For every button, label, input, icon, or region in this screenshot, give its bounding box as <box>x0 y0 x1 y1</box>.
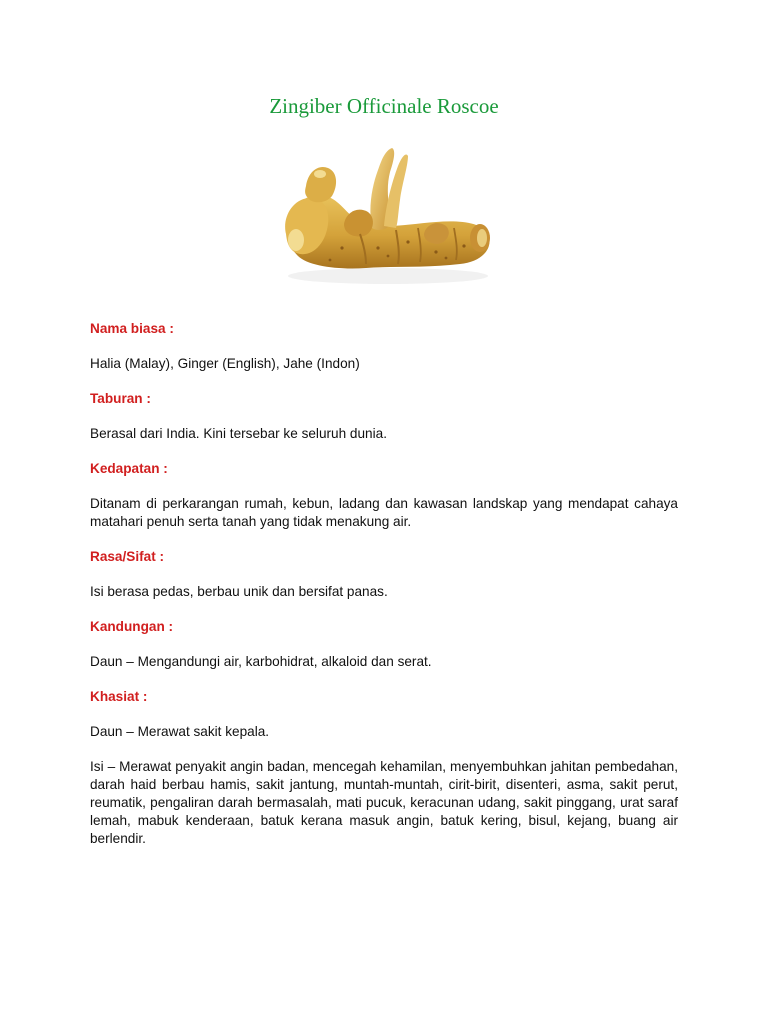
text-kandungan: Daun – Mengandungi air, karbohidrat, alkaloid dan serat. <box>90 654 432 669</box>
heading-kedapatan: Kedapatan : <box>90 461 168 476</box>
heading-kandungan: Kandungan : <box>90 619 174 634</box>
text-khasiat-isi: Isi – Merawat penyakit angin badan, mencegah kehamilan, menyembuhkan jahitan pembedahan, darah haid berbau hamis, sakit jantung, muntah-muntah, cirit-birit, disenteri, asma, sakit perut, reumatik, pengaliran darah bermasalah, mati pucuk, keracunan udang, sakit pinggang, urat saraf lemah, mabuk kenderaan, batuk kerana masuk angin, batuk kering, bisul, kejang, buang air berlendir. <box>90 759 678 846</box>
text-kedapatan: Ditanam di perkarangan rumah, kebun, ladang dan kawasan landskap yang mendapat cahaya matahari penuh serta tanah yang tidak menakung air. <box>90 496 678 529</box>
text-taburan: Berasal dari India. Kini tersebar ke seluruh dunia. <box>90 426 387 441</box>
heading-rasa-sifat: Rasa/Sifat : <box>90 549 165 564</box>
heading-khasiat: Khasiat : <box>90 689 148 704</box>
text-nama-biasa: Halia (Malay), Ginger (English), Jahe (Indon) <box>90 356 360 371</box>
heading-nama-biasa: Nama biasa : <box>90 321 174 336</box>
ginger-photo <box>268 138 504 296</box>
page-title: Zingiber Officinale Roscoe <box>269 94 499 118</box>
document-body <box>90 320 678 865</box>
text-khasiat-daun: Daun – Merawat sakit kepala. <box>90 724 270 739</box>
text-rasa-sifat: Isi berasa pedas, berbau unik dan bersifat panas. <box>90 584 388 599</box>
heading-taburan: Taburan : <box>90 391 151 406</box>
